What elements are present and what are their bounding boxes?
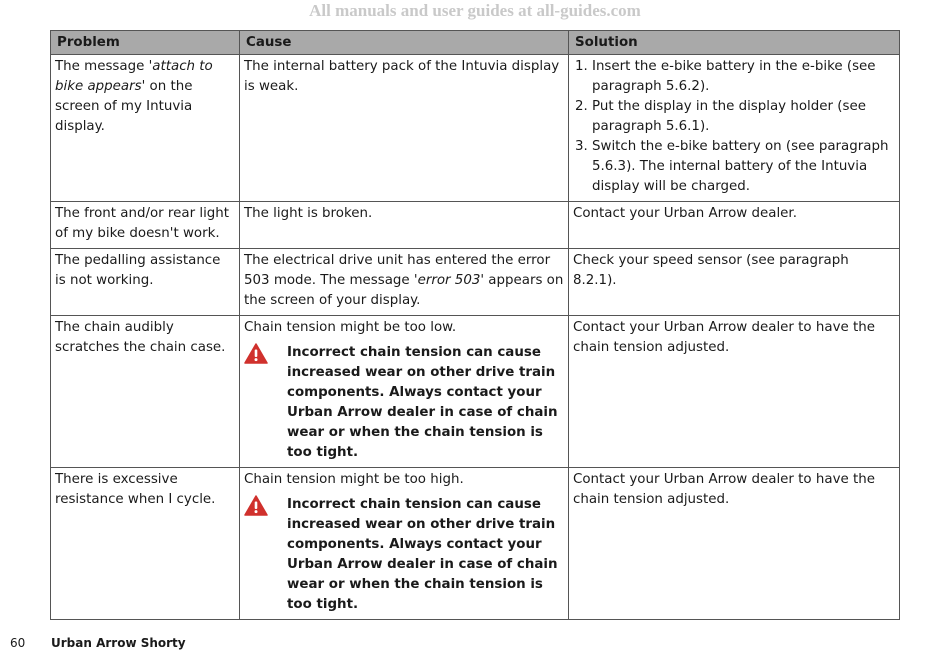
warning-text: Incorrect chain tension can cause increased wear on other drive train components. Always contact your Urban Arrow dealer in case of chain wear or when the chain tension is too tight. bbox=[287, 345, 558, 460]
solution-text: Contact your Urban Arrow dealer to have the chain tension adjusted. bbox=[573, 320, 875, 355]
problem-text: The message ' bbox=[55, 59, 153, 74]
table-row bbox=[51, 55, 900, 202]
watermark: All manuals and user guides at all-guides.com bbox=[309, 1, 641, 20]
table-header-row bbox=[51, 31, 900, 55]
solution-step: 1. Insert the e-bike battery in the e-bike (see paragraph 5.6.2). bbox=[592, 57, 895, 97]
problem-cell bbox=[51, 202, 240, 249]
solution-text: Check your speed sensor (see paragraph 8.2.1). bbox=[573, 253, 849, 288]
solution-text: Contact your Urban Arrow dealer. bbox=[573, 206, 797, 221]
problem-cell bbox=[51, 316, 240, 468]
problem-cell bbox=[51, 468, 240, 620]
warning-triangle-icon bbox=[244, 495, 287, 523]
cause-text: The electrical drive unit has entered the error 503 mode. The message ' bbox=[244, 253, 551, 288]
table-row bbox=[51, 316, 900, 468]
warning-block bbox=[244, 343, 564, 463]
cause-cell bbox=[240, 249, 569, 316]
table-row bbox=[51, 249, 900, 316]
solution-cell bbox=[569, 202, 900, 249]
cause-message-italic: error 503 bbox=[417, 273, 481, 288]
cause-cell bbox=[240, 202, 569, 249]
table-row bbox=[51, 202, 900, 249]
footer-title: Urban Arrow Shorty bbox=[51, 636, 186, 650]
solution-step: 3. Switch the e-bike battery on (see paragraph 5.6.3). The internal battery of the Intuvia display will be charged. bbox=[592, 137, 895, 197]
solution-cell bbox=[569, 249, 900, 316]
solution-text: Contact your Urban Arrow dealer to have the chain tension adjusted. bbox=[573, 472, 875, 507]
cause-text: The light is broken. bbox=[244, 206, 373, 221]
solution-step: 2. Put the display in the display holder (see paragraph 5.6.1). bbox=[592, 97, 895, 137]
warning-text: Incorrect chain tension can cause increased wear on other drive train components. Always contact your Urban Arrow dealer in case of chain wear or when the chain tension is too tight. bbox=[287, 497, 558, 612]
warning-block bbox=[244, 495, 564, 615]
page-number: 60 bbox=[10, 636, 26, 650]
problem-message-italic: attach to bike appears' bbox=[55, 59, 213, 94]
cause-cell bbox=[240, 468, 569, 620]
solution-steps bbox=[573, 57, 895, 197]
header-cause: Cause bbox=[240, 31, 569, 55]
problem-text-end: on the screen of my Intuvia display. bbox=[55, 79, 193, 134]
cause-text-end: ' appears on the screen of your display. bbox=[244, 273, 564, 308]
problem-text: The front and/or rear light of my bike doesn't work. bbox=[55, 206, 230, 241]
problem-text: There is excessive resistance when I cycle. bbox=[55, 472, 216, 507]
cause-cell bbox=[240, 316, 569, 468]
problem-text: The pedalling assistance is not working. bbox=[55, 253, 221, 288]
cause-text: Chain tension might be too low. bbox=[244, 320, 457, 335]
header-problem: Problem bbox=[51, 31, 240, 55]
troubleshooting-table bbox=[50, 30, 900, 620]
problem-text: The chain audibly scratches the chain case. bbox=[55, 320, 226, 355]
problem-cell bbox=[51, 249, 240, 316]
problem-cell bbox=[51, 55, 240, 202]
header-solution: Solution bbox=[569, 31, 900, 55]
cause-text: The internal battery pack of the Intuvia display is weak. bbox=[244, 59, 560, 94]
table-row bbox=[51, 468, 900, 620]
solution-cell bbox=[569, 55, 900, 202]
solution-cell bbox=[569, 316, 900, 468]
cause-cell bbox=[240, 55, 569, 202]
cause-text: Chain tension might be too high. bbox=[244, 472, 464, 487]
warning-triangle-icon bbox=[244, 343, 287, 371]
solution-cell bbox=[569, 468, 900, 620]
